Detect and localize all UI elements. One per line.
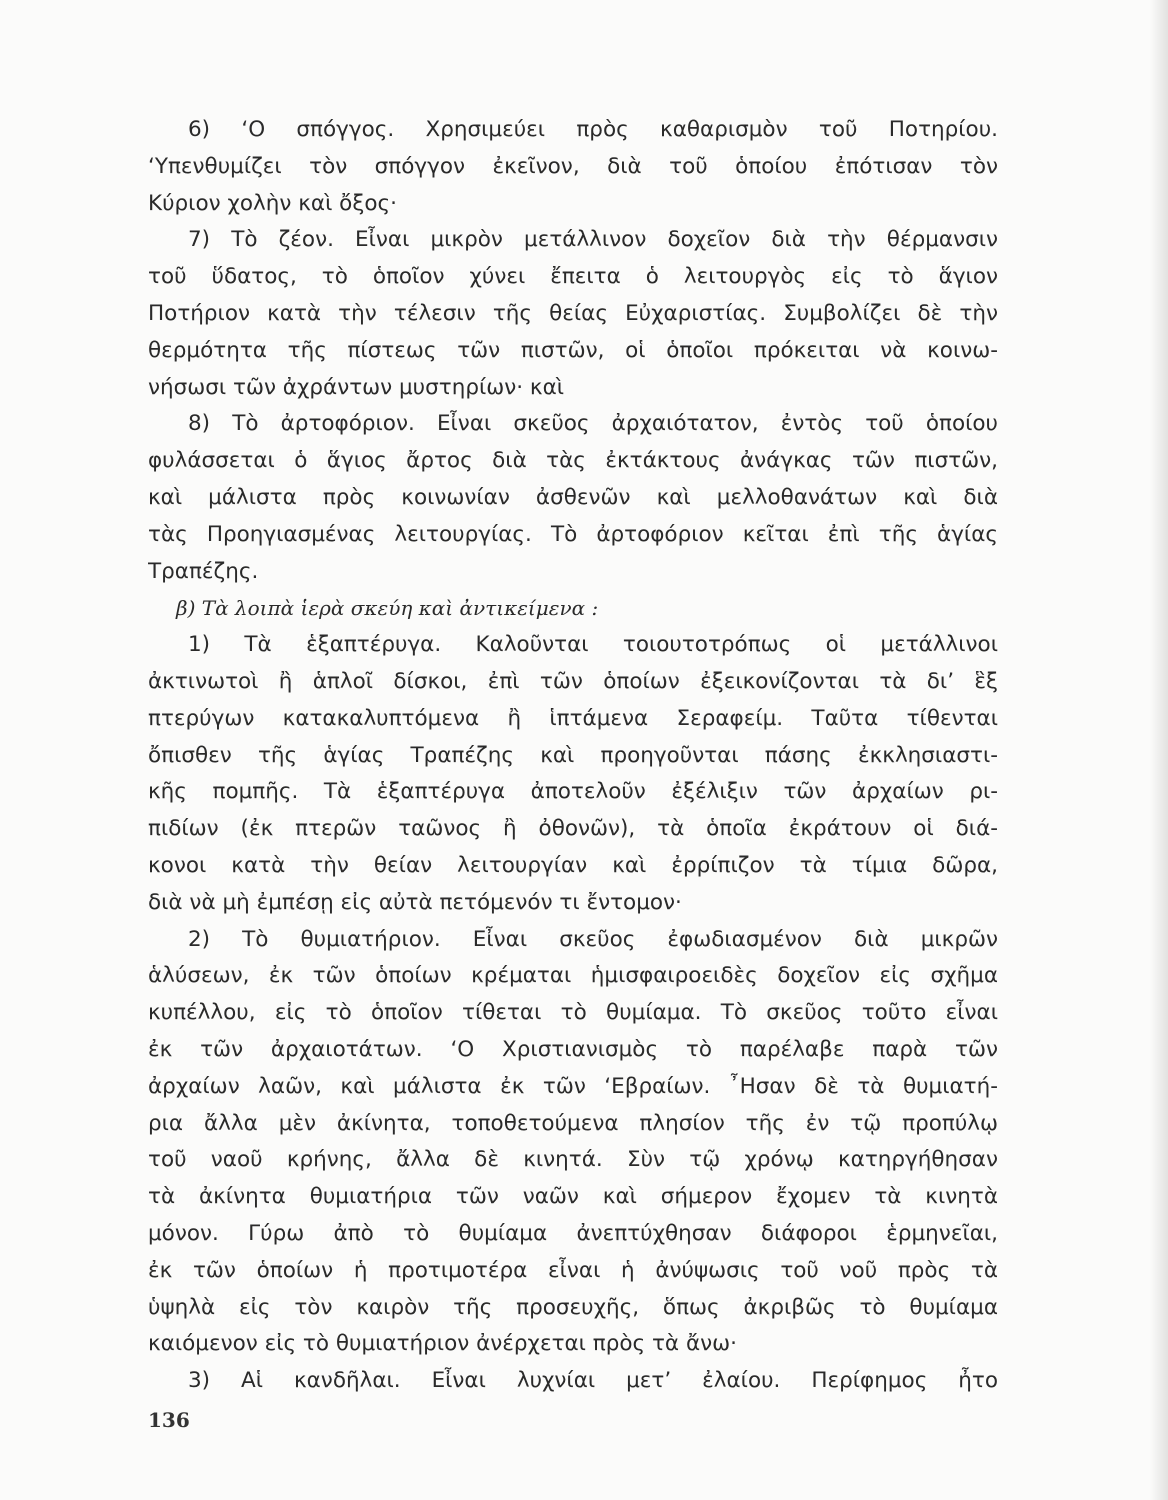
text-line: ‘Υπενθυμίζει τὸν σπόγγον ἐκεῖνον, διὰ τοῦ ὁποίου ἐπότισαν τὸν [148,153,998,179]
text-line: τοῦ ὕδατος, τὸ ὁποῖον χύνει ἔπειτα ὁ λειτουργὸς εἰς τὸ ἅγιον [148,264,998,290]
text-line: νήσωσι τῶν ἀχράντων μυστηρίων· καὶ [148,374,565,400]
text-line: καιόμενον εἰς τὸ θυμιατήριον ἀνέρχεται πρὸς τὰ ἄνω· [148,1331,737,1357]
text-line: ἀρχαίων λαῶν, καὶ μάλιστα ἐκ τῶν ‘Εβραίων. ῏Ησαν δὲ τὰ θυμιατή- [148,1073,998,1099]
text-line: πιδίων (ἐκ πτερῶν ταῶνος ἢ ὀθονῶν), τὰ ὁποῖα ἐκράτουν οἱ διά- [148,816,998,842]
text-line: Τραπέζης. [148,558,259,584]
text-line: κυπέλλου, εἰς τὸ ὁποῖον τίθεται τὸ θυμίαμα. Τὸ σκεῦος τοῦτο εἶναι [148,1000,998,1026]
page-number: 136 [148,1408,190,1432]
text-line: 2) Τὸ θυμιατήριον. Εἶναι σκεῦος ἐφωδιασμένον διὰ μικρῶν [188,926,998,952]
section-heading: β) Τὰ λοιπὰ ἱερὰ σκεύη καὶ ἀντικείμενα : [176,596,599,621]
text-line: φυλάσσεται ὁ ἅγιος ἄρτος διὰ τὰς ἐκτάκτους ἀνάγκας τῶν πιστῶν, [148,448,998,474]
text-line: τοῦ ναοῦ κρήνης, ἄλλα δὲ κινητά. Σὺν τῷ χρόνῳ κατηργήθησαν [148,1147,998,1173]
text-line: κονοι κατὰ τὴν θείαν λειτουργίαν καὶ ἐρρίπιζον τὰ τίμια δῶρα, [148,852,998,878]
text-line: ἐκ τῶν ὁποίων ἡ προτιμοτέρα εἶναι ἡ ἀνύψωσις τοῦ νοῦ πρὸς τὰ [148,1257,998,1283]
text-line: Κύριον χολὴν καὶ ὄξος· [148,190,397,216]
page-body [148,112,998,1400]
text-line: 7) Τὸ ζέον. Εἶναι μικρὸν μετάλλινον δοχεῖον διὰ τὴν θέρμανσιν [188,227,998,253]
text-line: μόνον. Γύρω ἀπὸ τὸ θυμίαμα ἀνεπτύχθησαν διάφοροι ἑρμηνεῖαι, [148,1220,998,1246]
text-line: πτερύγων κατακαλυπτόμενα ἢ ἱπτάμενα Σεραφείμ. Ταῦτα τίθενται [148,705,998,731]
text-line: ἐκ τῶν ἀρχαιοτάτων. ‘Ο Χριστιανισμὸς τὸ παρέλαβε παρὰ τῶν [148,1036,998,1062]
text-line: Ποτήριον κατὰ τὴν τέλεσιν τῆς θείας Εὐχαριστίας. Συμβολίζει δὲ τὴν [148,300,998,326]
text-line: 3) Αἱ κανδῆλαι. Εἶναι λυχνίαι μετ’ ἐλαίου. Περίφημος ἦτο [188,1368,998,1394]
text-line: θερμότητα τῆς πίστεως τῶν πιστῶν, οἱ ὁποῖοι πρόκειται νὰ κοινω- [148,337,998,363]
text-line: ἁλύσεων, ἐκ τῶν ὁποίων κρέμαται ἡμισφαιροειδὲς δοχεῖον εἰς σχῆμα [148,963,998,989]
text-line: τὰς Προηγιασμένας λειτουργίας. Τὸ ἀρτοφόριον κεῖται ἐπὶ τῆς ἁγίας [148,521,998,547]
text-line: τὰ ἀκίνητα θυμιατήρια τῶν ναῶν καὶ σήμερον ἔχομεν τὰ κινητὰ [148,1184,998,1210]
text-line: ρια ἄλλα μὲν ἀκίνητα, τοποθετούμενα πλησίον τῆς ἐν τῷ προπύλῳ [148,1110,998,1136]
edge-shadow [1150,0,1168,1500]
text-line: 6) ‘Ο σπόγγος. Χρησιμεύει πρὸς καθαρισμὸν τοῦ Ποτηρίου. [188,117,998,142]
text-line: ἀκτινωτοὶ ἢ ἁπλοῖ δίσκοι, ἐπὶ τῶν ὁποίων ἐξεικονίζονται τὰ δι’ ἓξ [148,668,998,694]
text-line: ὄπισθεν τῆς ἁγίας Τραπέζης καὶ προηγοῦνται πάσης ἐκκλησιαστι- [148,742,998,768]
text-line: διὰ νὰ μὴ ἐμπέσῃ εἰς αὐτὰ πετόμενόν τι ἔντομον· [148,889,682,915]
text-line: ὑψηλὰ εἰς τὸν καιρὸν τῆς προσευχῆς, ὅπως ἀκριβῶς τὸ θυμίαμα [148,1294,998,1320]
text-line: καὶ μάλιστα πρὸς κοινωνίαν ἀσθενῶν καὶ μελλοθανάτων καὶ διὰ [148,484,998,510]
text-line: 8) Τὸ ἀρτοφόριον. Εἶναι σκεῦος ἀρχαιότατον, ἐντὸς τοῦ ὁποίου [188,411,998,437]
text-line: 1) Τὰ ἑξαπτέρυγα. Καλοῦνται τοιουτοτρόπως οἱ μετάλλινοι [188,632,998,658]
text-line: κῆς πομπῆς. Τὰ ἑξαπτέρυγα ἀποτελοῦν ἐξέλιξιν τῶν ἀρχαίων ρι- [148,779,998,805]
